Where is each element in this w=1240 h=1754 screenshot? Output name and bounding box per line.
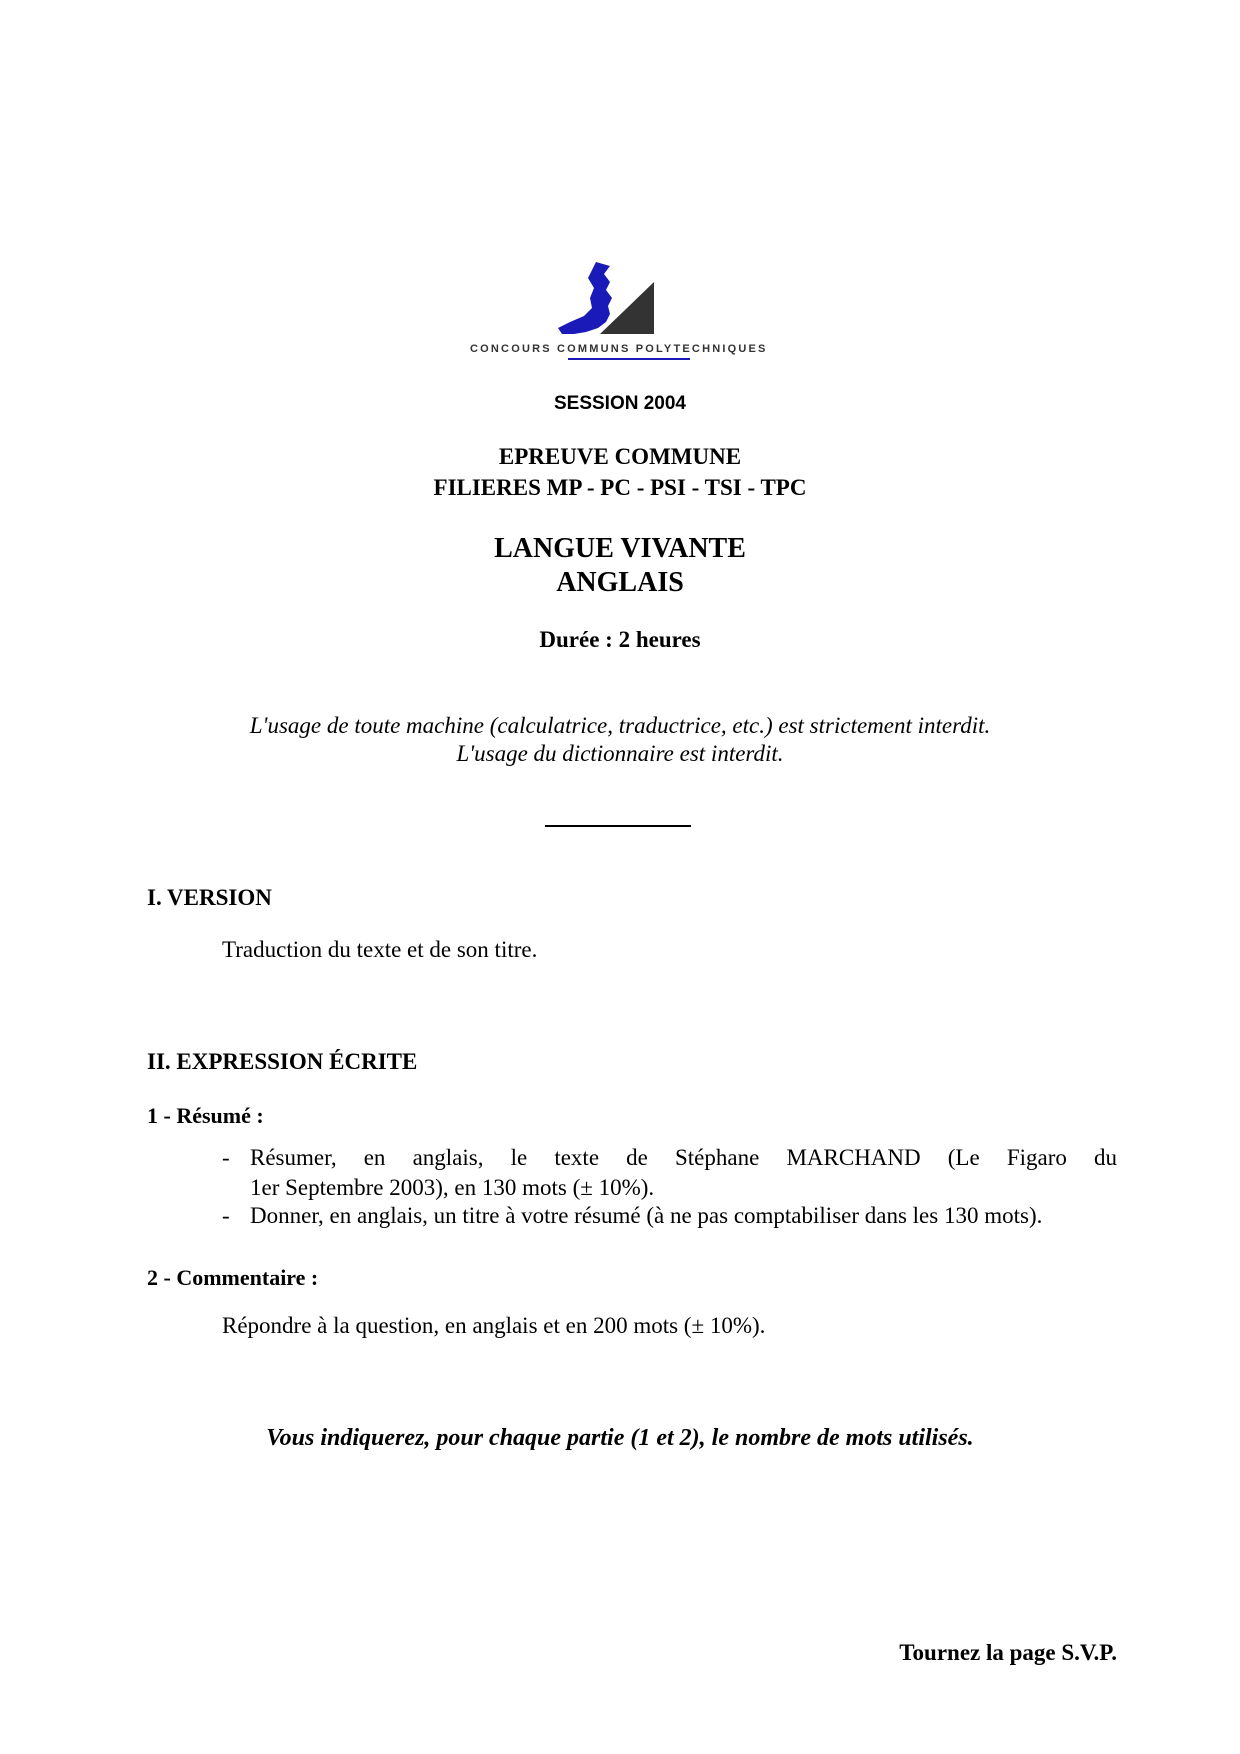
- filieres-title: FILIERES MP - PC - PSI - TSI - TPC: [433, 475, 807, 500]
- section-version-text: Traduction du texte et de son titre.: [222, 937, 538, 962]
- resume-bullet-2: Donner, en anglais, un titre à votre résumé (à ne pas comptabiliser dans les 130 mots).: [250, 1203, 1043, 1228]
- langue-title: LANGUE VIVANTE: [494, 533, 746, 564]
- epreuve-title: EPREUVE COMMUNE: [498, 444, 742, 469]
- word-count-note: Vous indiquerez, pour chaque partie (1 et 2), le nombre de mots utilisés.: [266, 1425, 974, 1451]
- commentaire-title: 2 - Commentaire :: [147, 1265, 319, 1290]
- session-label: SESSION 2004: [553, 393, 687, 414]
- resume-title: 1 - Résumé :: [147, 1103, 264, 1128]
- resume-bullet-1-line-1: Résumer, en anglais, le texte de Stéphane MARCHAND (Le Figaro du: [250, 1145, 1117, 1170]
- separator-line: [545, 825, 691, 827]
- turn-page-note: Tournez la page S.V.P.: [899, 1640, 1117, 1665]
- bullet-dash: -: [222, 1203, 230, 1228]
- commentaire-text: Répondre à la question, en anglais et en 200 mots (± 10%).: [222, 1313, 766, 1338]
- resume-bullet-1-line-2: 1er Septembre 2003), en 130 mots (± 10%).: [250, 1175, 655, 1200]
- rule-dictionary: L'usage du dictionnaire est interdit.: [456, 741, 784, 766]
- duree-label: Durée : 2 heures: [539, 627, 701, 652]
- logo-text: CONCOURS COMMUNS POLYTECHNIQUES: [470, 343, 768, 355]
- bullet-dash: -: [222, 1145, 230, 1170]
- matiere-title: ANGLAIS: [556, 567, 684, 598]
- rule-calculator: L'usage de toute machine (calculatrice, traductrice, etc.) est strictement interdit.: [249, 713, 991, 738]
- section-version-title: I. VERSION: [147, 885, 272, 910]
- section-expression-title: II. EXPRESSION ÉCRITE: [147, 1049, 418, 1074]
